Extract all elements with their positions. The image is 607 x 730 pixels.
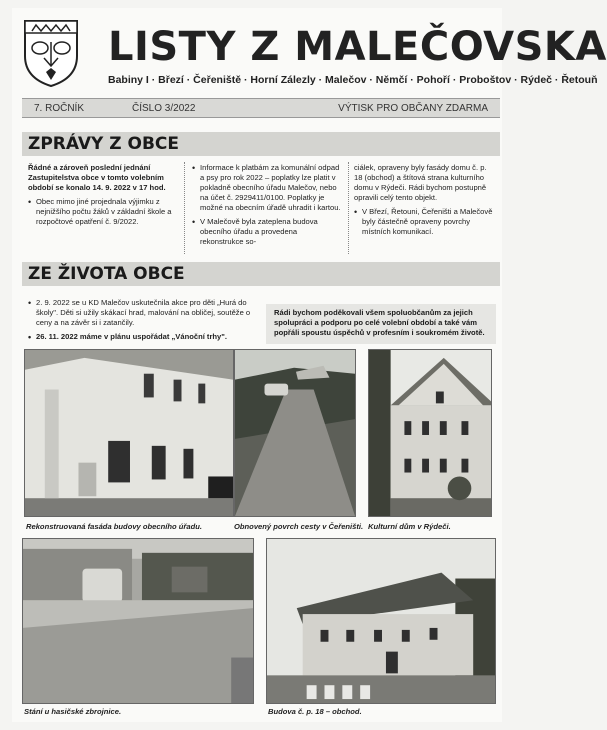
caption-municipal-office: Rekonstruovaná fasáda budovy obecního úřadu. bbox=[26, 522, 202, 531]
life-heading: ZE ŽIVOTA OBCE bbox=[28, 264, 185, 284]
column-divider bbox=[184, 162, 185, 254]
insulation-bullet: • V Malečově byla zateplena budova obecního úřadu a provedena rekonstrukce so- bbox=[192, 217, 342, 247]
council-meeting-lead: Řádné a zároveň poslední jednání Zastupitelstva obce v tomto volebním období se konalo 14. 9. 2022 v 17 hod. bbox=[28, 163, 166, 192]
news-heading: ZPRÁVY Z OBCE bbox=[28, 134, 180, 154]
news-section-header bbox=[22, 132, 500, 156]
caption-cultural-house: Kulturní dům v Rýdeči. bbox=[368, 522, 451, 531]
news-column-2 bbox=[192, 163, 342, 251]
issue-number: ČÍSLO 3/2022 bbox=[132, 103, 196, 114]
thank-you-note: Rádi bychom poděkovali všem spoluobčanům za jejich spolupráci a podporu po celé volební období a také vám popřáli spoustu úspěchů v profesním i soukromém životě. bbox=[266, 304, 496, 344]
facade-text: ciálek, opraveny byly fasády domu č. p. 18 (obchod) a štítová strana kulturního domu v Rýdeči. Rádi bychom postupně opravili celý tento objekt. bbox=[354, 163, 487, 202]
school-event-bullet: • 2. 9. 2022 se u KD Malečov uskutečnila akce pro děti „Hurá do školy". Děti si užily skákací hrad, malování na obličej, soutěže o ceny a na závěr si i zatančily. bbox=[28, 298, 260, 328]
photo-shop-building bbox=[266, 538, 496, 704]
issue-info-bar bbox=[22, 98, 500, 118]
free-copy-note: VÝTISK PRO OBČANY ZDARMA bbox=[338, 103, 488, 114]
christmas-market-bullet: • 26. 11. 2022 máme v plánu uspořádat „Vánoční trhy". bbox=[28, 332, 260, 342]
photo-fire-station-parking bbox=[22, 538, 254, 704]
news-column-3 bbox=[354, 163, 496, 241]
council-meeting-bullet: • Obec mimo jiné projednala výjimku z nejnižšího počtu žáků v základní škole a rozpočtové opatření č. 9/2022. bbox=[28, 197, 178, 227]
volume-label: 7. ROČNÍK bbox=[34, 103, 85, 114]
caption-shop-building: Budova č. p. 18 – obchod. bbox=[268, 707, 362, 716]
photo-cultural-house bbox=[368, 349, 492, 517]
caption-repaired-road: Obnovený povrch cesty v Čeřeništi. bbox=[234, 522, 364, 531]
roads-bullet: • V Březí, Řetouni, Čeřeništi a Malečově byly částečně opraveny povrchy místních komunikací. bbox=[354, 207, 496, 237]
newsletter-title: LISTY Z MALEČOVSKA bbox=[108, 24, 607, 70]
news-column-1 bbox=[28, 163, 178, 231]
life-section-header bbox=[22, 262, 500, 286]
life-events-column bbox=[28, 298, 260, 346]
village-list: Babiny I · Březí · Čeřeniště · Horní Zálezly · Malečov · Němčí · Pohoří · Proboštov · Rýdeč · Řetouň bbox=[108, 74, 598, 86]
newsletter-page bbox=[12, 8, 607, 722]
photo-municipal-office bbox=[24, 349, 234, 517]
photo-repaired-road bbox=[234, 349, 356, 517]
caption-fire-station-parking: Stání u hasičské zbrojnice. bbox=[24, 707, 122, 716]
municipal-crest-logo bbox=[22, 18, 80, 88]
column-divider bbox=[348, 162, 349, 254]
fees-bullet: • Informace k platbám za komunální odpad a psy pro rok 2022 – poplatky lze platit v pokladně obecního úřadu Malečov, nebo na účet č. 2929411/0100. Poplatky je možné na obecním úřadě uhradit i kartou. bbox=[192, 163, 342, 213]
